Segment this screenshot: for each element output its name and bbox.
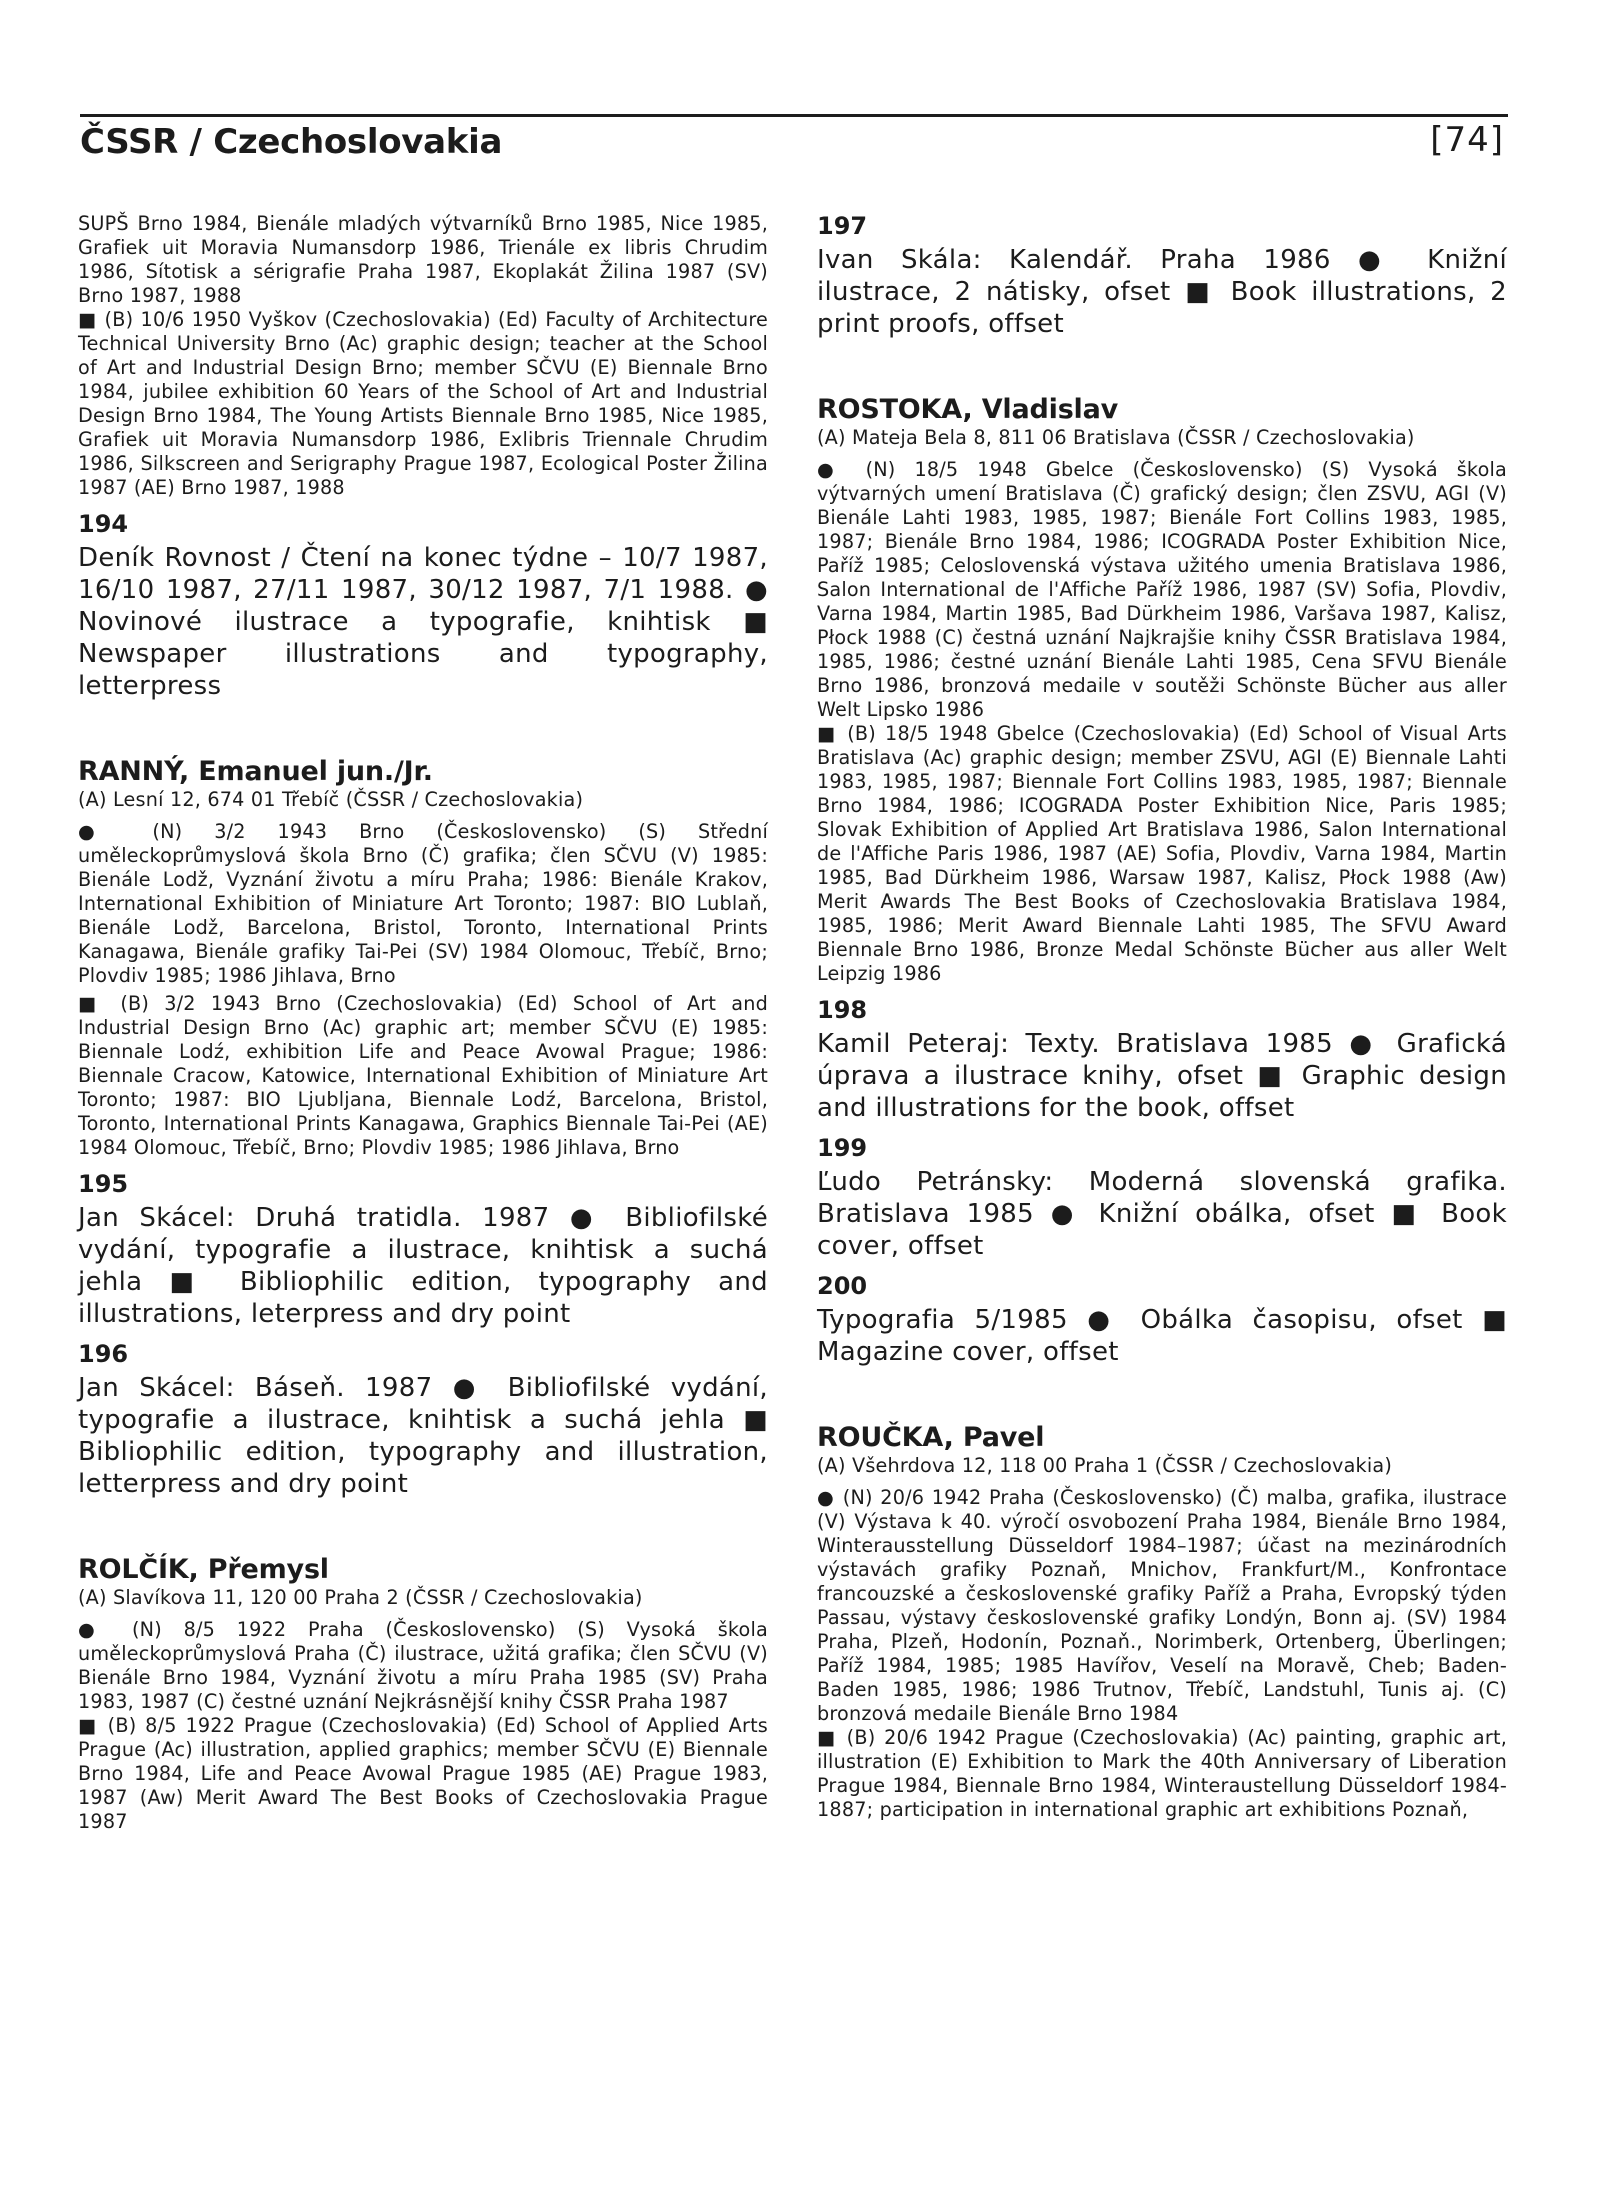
plate-description-195: Jan Skácel: Druhá tratidla. 1987 ● Bibliofilské vydání, typografie a ilustrace, knihtisk a suchá jehla ■ Bibliophilic edition, typography and illustrations, leterpress and dry point bbox=[78, 1203, 768, 1329]
plate-number-200: 200 bbox=[817, 1272, 868, 1300]
plate-number-195: 195 bbox=[78, 1170, 129, 1198]
artist-address-roucka: (A) Všehrdova 12, 118 00 Praha 1 (ČSSR / Czechoslovakia) bbox=[817, 1454, 1393, 1477]
header-rule bbox=[80, 114, 1508, 117]
artist-bio-en-rostoka: ■ (B) 18/5 1948 Gbelce (Czechoslovakia) (Ed) School of Visual Arts Bratislava (Ac) graphic design; member ZSVU, AGI (E) Biennale Lahti 1983, 1985, 1987; Biennale Fort Collins 1983, 1985, 1987; Biennale Brno 1984, 1986; ICOGRADA Poster Exhibition Nice, Paris 1985; Slovak Exhibition of Applied Art Bratislava 1986, Salon International de l'Affiche Paris 1986, 1987 (AE) Sofia, Plovdiv, Varna 1984, Martin 1985, Bad Dürkheim 1986, Warsaw 1987, Kalisz, Płock 1988 (Aw) Merit Awards The Best Books of Czechoslovakia Bratislava 1984, 1985, 1986; Merit Award Biennale Lahti 1985, The SFVU Award Biennale Brno 1986, Bronze Medal Schönste Bücher aus aller Welt Leipzig 1986 bbox=[817, 722, 1507, 985]
plate-description-194: Deník Rovnost / Čtení na konec týdne – 10/7 1987, 16/10 1987, 27/11 1987, 30/12 1987, 7/1 1988. ● Novinové ilustrace a typografie, knihtisk ■ Newspaper illustrations and typography, letterpress bbox=[78, 543, 768, 701]
right-column bbox=[817, 212, 1507, 1822]
artist-address-rostoka: (A) Mateja Bela 8, 811 06 Bratislava (ČSSR / Czechoslovakia) bbox=[817, 426, 1415, 449]
plate-description-198: Kamil Peteraj: Texty. Bratislava 1985 ● Grafická úprava a ilustrace knihy, ofset ■ Graphic design and illustrations for the book, offset bbox=[817, 1029, 1507, 1123]
artist-name-roucka: ROUČKA, Pavel bbox=[817, 1422, 1045, 1453]
section-title: ČSSR / Czechoslovakia bbox=[80, 122, 503, 162]
artist-bio-cz-ranny: ● (N) 3/2 1943 Brno (Československo) (S) Střední uměleckoprůmyslová škola Brno (Č) grafika; člen SČVU (V) 1985: Bienále Lodž, Vyznání životu a míru Praha; 1986: Bienále Krakov, International Exhibition of Miniature Art Toronto; 1987: BIO Lublaň, Bienále Lodž, Barcelona, Bristol, Toronto, International Prints Kanagawa, Bienále grafiky Tai-Pei (SV) 1984 Olomouc, Třebíč, Brno; Plovdiv 1985; 1986 Jihlava, Brno bbox=[78, 820, 768, 987]
left-column bbox=[78, 212, 768, 1834]
artist-bio-en-ranny: ■ (B) 3/2 1943 Brno (Czechoslovakia) (Ed) School of Art and Industrial Design Brno (Ac) graphic art; member SČVU (E) 1985: Biennale Lodź, exhibition Life and Peace Avowal Prague; 1986: Biennale Cracow, Katowice, International Exhibition of Miniature Art Toronto; 1987: BIO Ljubljana, Biennale Lodź, Barcelona, Bristol, Toronto, International Prints Kanagawa, Graphics Biennale Tai-Pei (AE) 1984 Olomouc, Třebíč, Brno; Plovdiv 1985; 1986 Jihlava, Brno bbox=[78, 992, 768, 1159]
artist-bio-en-rolcik: ■ (B) 8/5 1922 Prague (Czechoslovakia) (Ed) School of Applied Arts Prague (Ac) illustration, applied graphics; member SČVU (E) Biennale Brno 1984, Life and Peace Avowal Prague 1985 (AE) Prague 1983, 1987 (Aw) Merit Award The Best Books of Czechoslovakia Prague 1987 bbox=[78, 1714, 768, 1833]
artist-bio-en-roucka: ■ (B) 20/6 1942 Prague (Czechoslovakia) (Ac) painting, graphic art, illustration (E) Exhibition to Mark the 40th Anniversary of Liberation Prague 1984, Biennale Brno 1984, Winteraustellung Düsseldorf 1984-1887; participation in international graphic art exhibitions Poznaň, bbox=[817, 1726, 1507, 1821]
artist-name-ranny: RANNÝ, Emanuel jun./Jr. bbox=[78, 756, 433, 787]
artist-bio-cz-rostoka: ● (N) 18/5 1948 Gbelce (Československo) (S) Vysoká škola výtvarných umení Bratislava (Č) grafický design; člen ZSVU, AGI (V) Bienále Lahti 1983, 1985, 1987; Bienále Fort Collins 1983, 1985, 1987; Bienále Brno 1984, 1986; ICOGRADA Poster Exhibition Nice, Paříž 1985; Celoslovenská výstava užitého umenia Bratislava 1986, Salon International de l'Affiche Paříž 1986, 1987 (SV) Sofia, Plovdiv, Varna 1984, Martin 1985, Bad Dürkheim 1986, Varšava 1987, Kalisz, Płock 1988 (C) čestná uznání Najkrajšie knihy ČSSR Bratislava 1984, 1985, 1986; čestné uznání Bienále Lahti 1985, Cena SFVU Bienále Brno 1986, bronzová medaile v soutěži Schönste Bücher aus aller Welt Lipsko 1986 bbox=[817, 458, 1507, 721]
artist-name-rolcik: ROLČÍK, Přemysl bbox=[78, 1554, 329, 1585]
plate-description-197: Ivan Skála: Kalendář. Praha 1986 ● Knižní ilustrace, 2 nátisky, ofset ■ Book illustrations, 2 print proofs, offset bbox=[817, 245, 1507, 339]
entry-continuation-cz: SUPŠ Brno 1984, Bienále mladých výtvarníků Brno 1985, Nice 1985, Grafiek uit Moravia Numansdorp 1986, Trienále ex libris Chrudim 1986, Sítotisk a sérigrafie Praha 1987, Ekoplakát Žilina 1987 (SV) Brno 1987, 1988 bbox=[78, 212, 768, 307]
plate-number-197: 197 bbox=[817, 212, 868, 240]
plate-number-196: 196 bbox=[78, 1340, 129, 1368]
plate-number-199: 199 bbox=[817, 1134, 868, 1162]
plate-number-198: 198 bbox=[817, 996, 868, 1024]
plate-description-199: Ľudo Petránsky: Moderná slovenská grafika. Bratislava 1985 ● Knižní obálka, ofset ■ Book cover, offset bbox=[817, 1167, 1507, 1261]
artist-address-ranny: (A) Lesní 12, 674 01 Třebíč (ČSSR / Czechoslovakia) bbox=[78, 788, 584, 811]
artist-name-rostoka: ROSTOKA, Vladislav bbox=[817, 394, 1119, 425]
page-number: [74] bbox=[1430, 120, 1504, 160]
plate-number-194: 194 bbox=[78, 510, 129, 538]
artist-bio-cz-roucka: ● (N) 20/6 1942 Praha (Československo) (Č) malba, grafika, ilustrace (V) Výstava k 40. výročí osvobození Praha 1984, Bienále Brno 1984, Winterausstellung Düsseldorf 1984–1987; účast na mezinárodních výstavách grafiky Poznaň, Mnichov, Frankfurt/M., Konfrontace francouzské a československé grafiky Paříž a Praha, Evropský týden Passau, výstavy československé grafiky Londýn, Bonn aj. (SV) 1984 Praha, Plzeň, Hodonín, Poznaň., Norimberk, Ortenberg, Überlingen; Paříž 1984, 1985; 1985 Havířov, Veselí na Moravě, Cheb; Baden-Baden 1985, 1986; 1986 Trutnov, Třebíč, Landstuhl, Tunis aj. (C) bronzová medaile Bienále Brno 1984 bbox=[817, 1486, 1507, 1725]
artist-address-rolcik: (A) Slavíkova 11, 120 00 Praha 2 (ČSSR / Czechoslovakia) bbox=[78, 1586, 643, 1609]
entry-continuation-en: ■ (B) 10/6 1950 Vyškov (Czechoslovakia) (Ed) Faculty of Architecture Technical University Brno (Ac) graphic design; teacher at the School of Art and Industrial Design Brno; member SČVU (E) Biennale Brno 1984, jubilee exhibition 60 Years of the School of Art and Industrial Design Brno 1984, The Young Artists Biennale Brno 1985, Nice 1985, Grafiek uit Moravia Numansdorp 1986, Exlibris Triennale Chrudim 1986, Silkscreen and Serigraphy Prague 1987, Ecological Poster Žilina 1987 (AE) Brno 1987, 1988 bbox=[78, 308, 768, 499]
artist-bio-cz-rolcik: ● (N) 8/5 1922 Praha (Československo) (S) Vysoká škola uměleckoprůmyslová Praha (Č) ilustrace, užitá grafika; člen SČVU (V) Bienále Brno 1984, Vyznání životu a míru Praha 1985 (SV) Praha 1983, 1987 (C) čestné uznání Nejkrásnější knihy ČSSR Praha 1987 bbox=[78, 1618, 768, 1713]
plate-description-200: Typografia 5/1985 ● Obálka časopisu, ofset ■ Magazine cover, offset bbox=[817, 1305, 1507, 1367]
plate-description-196: Jan Skácel: Báseň. 1987 ● Bibliofilské vydání, typografie a ilustrace, knihtisk a suchá jehla ■ Bibliophilic edition, typography and illustration, letterpress and dry point bbox=[78, 1373, 768, 1499]
